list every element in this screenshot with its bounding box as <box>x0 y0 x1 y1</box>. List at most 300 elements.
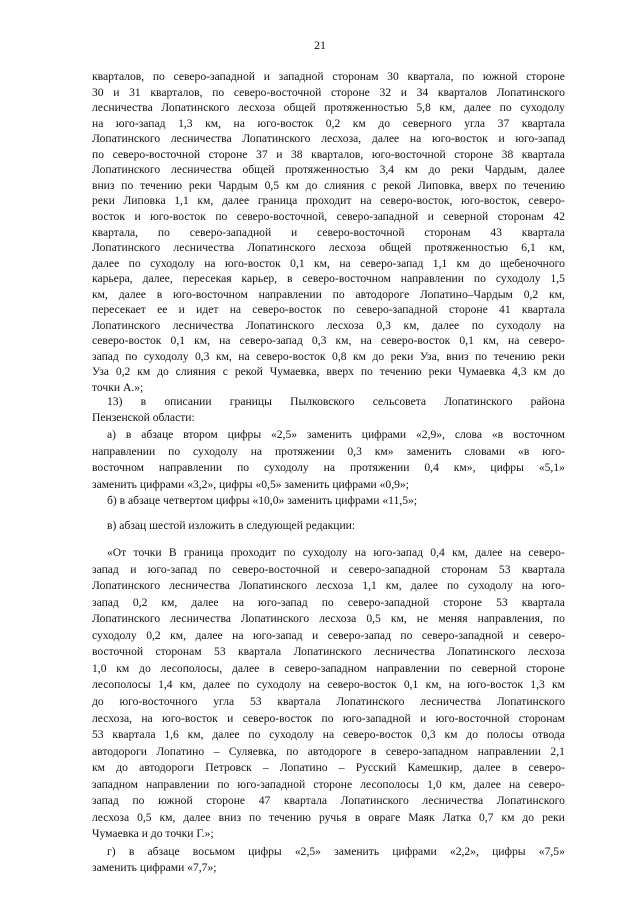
word: км <box>456 256 470 270</box>
word: Латка <box>442 810 471 824</box>
word: цифры <box>227 428 262 441</box>
word: и <box>512 628 520 642</box>
word: ручья <box>318 810 347 824</box>
word: Камешкир, <box>407 761 463 775</box>
word: 1,1 <box>362 579 377 593</box>
word: северо-восточном <box>302 272 391 286</box>
word: по <box>499 101 512 115</box>
word: северной <box>471 661 517 675</box>
word: до <box>157 365 169 379</box>
text-line <box>92 794 565 808</box>
word: «2,2», <box>449 845 479 858</box>
word: северо-запад <box>239 334 303 348</box>
word: лесхоза <box>238 101 276 115</box>
word: 38 <box>501 147 514 161</box>
word: до <box>92 694 104 708</box>
word: лесхоза <box>92 810 130 824</box>
word: восточном <box>92 461 144 474</box>
word: суходолу <box>495 272 541 286</box>
text-line <box>92 778 565 792</box>
word: в <box>354 810 361 824</box>
word: Лопатинского <box>92 318 161 332</box>
word: северо-восточной <box>233 85 322 99</box>
word: точки <box>133 546 162 559</box>
word: цифрами <box>361 428 407 441</box>
word: запад <box>92 562 119 576</box>
word: лесхоза <box>316 579 354 593</box>
word: автодороге <box>307 744 362 758</box>
word: заменить <box>406 444 452 458</box>
word: по <box>208 562 221 576</box>
word: далее <box>118 287 146 301</box>
text-line: точки А.»; <box>92 381 144 394</box>
word: восточном <box>512 428 565 441</box>
word: квартала <box>283 794 328 808</box>
word: стороне <box>526 70 565 83</box>
word: запад <box>92 794 119 808</box>
word: цифры <box>490 461 524 474</box>
word: северо-западном <box>385 744 469 758</box>
word: 6,1 <box>521 241 536 255</box>
word: до <box>139 661 151 675</box>
word: лесничества <box>420 694 482 708</box>
word: Русский <box>355 761 397 775</box>
word: сторонам <box>497 209 544 223</box>
word: км, <box>390 612 407 626</box>
word: на <box>360 334 372 348</box>
text-line <box>107 395 565 409</box>
word: лесничества <box>170 612 231 626</box>
word: 31 <box>129 85 141 99</box>
text-line <box>92 272 565 286</box>
word: 53 <box>249 694 262 708</box>
word: км, <box>314 256 330 270</box>
word: описании <box>164 395 212 408</box>
word: автодороге <box>355 287 410 301</box>
word: Лопатинского <box>247 241 316 255</box>
word: северо- <box>528 777 565 791</box>
word: течению <box>523 178 565 192</box>
word: вниз <box>446 349 469 363</box>
word: восточной <box>92 645 144 659</box>
word: по <box>157 225 170 239</box>
word: до <box>479 256 491 270</box>
word: Лопатинского <box>238 579 308 593</box>
word: направлении <box>477 744 541 758</box>
word: сторонам <box>441 562 488 576</box>
word: цифры <box>248 845 282 858</box>
word: по <box>400 628 413 642</box>
word: южной <box>482 70 518 83</box>
word: 1,1 <box>432 256 448 270</box>
word: на <box>141 711 153 725</box>
word: направлении <box>158 461 223 474</box>
word: втором <box>183 428 218 441</box>
word: по <box>321 711 334 725</box>
word: стороне <box>313 777 353 791</box>
word: северо- <box>528 546 565 559</box>
word: кварталов, <box>92 70 145 83</box>
word: до <box>372 349 385 363</box>
word: Лопатинского <box>293 645 362 659</box>
word: реки <box>542 349 565 363</box>
word: «5,1» <box>538 461 565 474</box>
word: и <box>400 85 407 99</box>
word: далее <box>195 628 223 642</box>
page-number: 21 <box>314 38 326 52</box>
word: км, <box>170 628 187 642</box>
word: рекой <box>234 365 263 379</box>
word: северо-западной <box>348 562 431 576</box>
word: в <box>156 287 163 301</box>
text-line: б) в абзаце четвертом цифры «10,0» заменить цифрами «11,5»; <box>107 494 418 507</box>
word: на <box>229 303 242 317</box>
word: реки <box>92 194 115 208</box>
word: Липовка <box>123 194 166 208</box>
word: суходолу <box>193 444 238 458</box>
word: км, <box>197 194 214 208</box>
word: 0,3 <box>311 334 327 348</box>
word: Лопатино–Чардым <box>420 287 513 301</box>
word: км <box>533 365 547 379</box>
word: 30 <box>387 70 399 83</box>
word: северо-восток <box>252 303 322 317</box>
word: далее <box>232 661 260 675</box>
word: угла <box>464 116 486 130</box>
word: реки <box>188 178 212 192</box>
word: лесополосы <box>92 678 151 692</box>
word: квартала <box>238 645 282 659</box>
text-line: заменить цифрами «7,7»; <box>92 861 217 874</box>
word: Уза, <box>419 349 440 363</box>
word: 0,5 <box>366 612 381 626</box>
word: слияния <box>175 365 216 379</box>
word: юго-восточной <box>435 711 510 725</box>
word: западном <box>92 777 138 791</box>
word: км, <box>194 334 210 348</box>
word: км, <box>449 777 466 791</box>
text-line <box>92 761 565 775</box>
word: на <box>521 579 534 593</box>
word: Лопатинского <box>92 612 161 626</box>
word: суходолу <box>143 349 189 363</box>
word: северо-западном <box>284 661 367 675</box>
word: и <box>420 711 427 725</box>
text-line <box>92 811 565 825</box>
word: 0,1 <box>170 334 186 348</box>
word: стороне <box>448 303 488 317</box>
word: км, <box>549 241 565 255</box>
word: Лопатино <box>156 744 205 758</box>
word: км <box>116 661 130 675</box>
word: юго-запад <box>115 116 166 130</box>
word: 0,2 <box>325 116 341 130</box>
text-line <box>92 728 565 742</box>
word: юго-запад <box>147 562 198 576</box>
word: км <box>444 728 458 742</box>
word: общей <box>283 101 316 115</box>
word: юго-восток <box>224 256 281 270</box>
word: юго- <box>542 444 565 458</box>
word: «7,5» <box>538 845 565 858</box>
word: северо- <box>528 194 565 208</box>
word: на <box>354 546 367 559</box>
word: квартала <box>521 595 565 609</box>
word: далее, <box>142 272 173 286</box>
word: 5,8 <box>416 101 431 115</box>
word: овраге <box>368 810 401 824</box>
word: запад <box>92 349 119 363</box>
word: суходолу <box>150 256 195 270</box>
word: и <box>276 147 283 161</box>
word: – <box>338 761 345 775</box>
word: в <box>125 428 132 441</box>
word: и <box>263 70 270 83</box>
word: юго-восток <box>431 132 488 146</box>
word: северо-западной <box>356 303 438 317</box>
word: кварталов, <box>311 147 364 161</box>
word: Пылковского <box>290 395 355 408</box>
word: лесхоза <box>326 318 364 332</box>
word: стороне <box>526 661 565 675</box>
word: – <box>213 744 220 758</box>
word: суходолу <box>269 728 314 742</box>
word: суходолу <box>302 546 348 559</box>
word: Маяк <box>408 810 435 824</box>
word: км» <box>374 444 394 458</box>
word: меняя <box>438 612 468 626</box>
text-line: в) абзац шестой изложить в следующей редакции: <box>107 519 356 532</box>
word: протяжении <box>274 444 335 458</box>
word: по <box>504 178 517 192</box>
word: квартала <box>521 562 565 576</box>
word: 34 <box>416 85 429 99</box>
word: юго-восток <box>257 116 314 130</box>
text-line <box>92 563 565 577</box>
word: и <box>178 303 185 317</box>
word: стороне <box>206 794 246 808</box>
word: словами <box>464 444 506 458</box>
word: по <box>125 349 138 363</box>
word: до <box>116 761 128 775</box>
word: 30 <box>92 85 104 99</box>
word: квартала <box>521 116 565 130</box>
word: далее <box>92 256 120 270</box>
word: в <box>140 395 147 408</box>
word: по <box>237 461 250 474</box>
word: северо-западной <box>347 595 430 609</box>
word: запад <box>92 595 119 609</box>
word: 0,4 <box>430 546 445 559</box>
word: далее <box>191 595 219 609</box>
word: далее <box>463 101 492 115</box>
word: направлении <box>146 777 210 791</box>
word: по <box>249 810 262 824</box>
word: квартала <box>521 147 565 161</box>
word: «2,9», <box>415 428 445 441</box>
word: течению <box>140 178 183 192</box>
word: абзаце <box>141 428 174 441</box>
word: лесополосы, <box>160 661 223 675</box>
word: Лопатинского <box>246 318 315 332</box>
word: юго-восток <box>162 711 218 725</box>
word: северо-западной <box>421 628 504 642</box>
word: щебеночного <box>500 256 565 270</box>
word: суходолу <box>496 318 541 332</box>
word: течению <box>379 365 422 379</box>
word: слова <box>454 428 483 441</box>
word: км, <box>439 101 456 115</box>
word: восток <box>92 209 125 223</box>
word: км, <box>179 678 196 692</box>
word: северо-западной <box>173 70 256 83</box>
word: заменить <box>334 845 380 858</box>
word: северо-восток <box>256 349 326 363</box>
text-line <box>92 629 565 643</box>
word: течению <box>493 349 536 363</box>
word: Лопатинского <box>242 132 311 146</box>
text-line <box>92 612 565 626</box>
word: лесничества <box>92 101 153 115</box>
word: северо-восточной <box>112 147 201 161</box>
word: км <box>552 678 565 692</box>
word: на <box>232 628 244 642</box>
word: реки <box>390 349 414 363</box>
word: северо- <box>528 761 565 775</box>
word: сельсовета <box>372 395 427 408</box>
word: северо-западной <box>336 209 419 223</box>
word: на <box>308 678 320 692</box>
word: по <box>446 579 459 593</box>
word: в <box>511 761 518 775</box>
text-line: Чумаевка и до точки Г.»; <box>92 827 214 841</box>
word: до <box>428 163 441 177</box>
text-line <box>92 334 565 348</box>
word: далее <box>202 678 231 692</box>
word: реки <box>451 163 474 177</box>
word: далее <box>475 546 503 559</box>
word: до <box>305 178 318 192</box>
word: далее <box>221 194 250 208</box>
word: цифрами <box>392 845 437 858</box>
word: кварталов <box>437 85 488 99</box>
word: 53 <box>214 645 226 659</box>
text-line <box>92 132 565 146</box>
word: на <box>448 678 461 692</box>
word: юго-западной <box>237 777 306 791</box>
word: квартала <box>277 694 321 708</box>
word: 42 <box>553 209 565 223</box>
word: направления, <box>477 612 543 626</box>
word: квартала <box>112 728 156 742</box>
word: карьер, <box>241 272 278 286</box>
word: по <box>471 318 484 332</box>
word: и <box>498 132 505 146</box>
word: северного <box>402 116 452 130</box>
word: сторонам <box>332 70 379 83</box>
word: в <box>286 272 293 286</box>
word: по <box>332 287 345 301</box>
word: ее <box>157 303 168 317</box>
word: пересекая <box>182 272 232 286</box>
word: км, <box>452 546 468 559</box>
word: лесничества <box>170 132 232 146</box>
word: цифры <box>492 845 526 858</box>
word: абзаце <box>147 845 180 858</box>
word: с <box>222 365 228 379</box>
word: направлении <box>258 287 322 301</box>
text-line <box>92 662 565 676</box>
word: км <box>352 116 366 130</box>
word: реки <box>542 810 565 824</box>
word: юго-восточной <box>371 147 446 161</box>
word: юго-восточном <box>173 287 248 301</box>
word: 0,2 <box>146 628 161 642</box>
word: «2,5» <box>294 845 321 858</box>
word: вниз <box>218 810 242 824</box>
word: км <box>352 349 366 363</box>
text-line <box>92 117 565 131</box>
word: далее <box>183 810 211 824</box>
word: в <box>128 845 135 858</box>
word: 0,7 <box>478 810 494 824</box>
text-line <box>92 645 565 659</box>
text-line <box>92 579 565 593</box>
word: сторонам <box>424 225 471 239</box>
word: 0,1 <box>403 678 419 692</box>
word: Лопатинского <box>444 395 513 408</box>
text-line <box>92 163 565 177</box>
word: стороне <box>443 595 483 609</box>
word: по <box>462 70 475 83</box>
word: северо-восток <box>92 334 162 348</box>
word: до <box>466 728 478 742</box>
word: юго- <box>542 579 565 593</box>
word: суходолу <box>256 678 302 692</box>
word: юго-восточного <box>119 694 198 708</box>
word: угла <box>213 694 235 708</box>
word: Лопатинского <box>92 579 161 593</box>
word: далее <box>410 579 438 593</box>
word: по <box>248 728 261 742</box>
word: км, <box>205 116 221 130</box>
word: квартала <box>521 303 565 317</box>
word: «От <box>107 546 127 559</box>
word: далее <box>212 728 240 742</box>
word: лесхоза <box>328 241 366 255</box>
word: вверх <box>469 178 498 192</box>
word: суходолу <box>264 461 309 474</box>
word: и <box>330 562 338 576</box>
word: до <box>378 116 391 130</box>
word: далее <box>431 318 460 332</box>
word: южной <box>158 794 193 808</box>
word: далее <box>473 777 501 791</box>
word: 53 <box>498 562 511 576</box>
word: и <box>134 209 141 223</box>
word: Лопатинского <box>336 694 405 708</box>
word: 41 <box>499 303 511 317</box>
word: не <box>416 612 429 626</box>
word: – <box>262 761 269 775</box>
word: с <box>371 178 377 192</box>
word: 37 <box>497 116 510 130</box>
word: «в <box>518 444 530 458</box>
word: км, <box>187 728 204 742</box>
word: 0,1 <box>459 334 474 348</box>
word: км, <box>335 334 352 348</box>
text-line <box>92 745 565 759</box>
